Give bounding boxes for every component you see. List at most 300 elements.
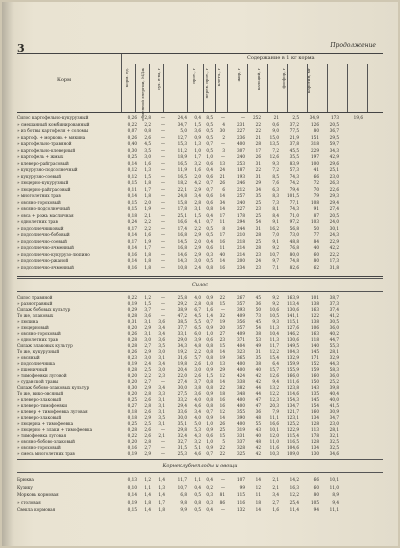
feed-name: » люцерно-райграсовый xyxy=(17,186,71,192)
table-row xyxy=(17,167,383,173)
cell-value: 145 xyxy=(311,349,319,354)
cell-value: 3,5 xyxy=(158,415,165,420)
cell-value: 244 xyxy=(237,225,245,231)
header-col-label: кальций, г xyxy=(256,68,261,91)
cell-value: 0,6 xyxy=(206,245,213,250)
cell-value: 11,3 xyxy=(269,337,279,342)
cell-value: 3,0 xyxy=(144,154,151,159)
cell-value: 40 xyxy=(255,367,261,372)
cell-value: 3 xyxy=(222,147,225,153)
cell-value: 80,0 xyxy=(289,251,299,257)
table-row xyxy=(17,232,383,238)
feed-name: » подсолнечника xyxy=(17,361,56,366)
cell-value: 29,2 xyxy=(177,301,187,306)
cell-value: 1,9 xyxy=(144,238,151,244)
feed-name: » из ботвы картофеля + соломы xyxy=(17,128,89,133)
feed-name: » кукурузно-подсолнечный xyxy=(17,167,78,172)
cell-value: — xyxy=(220,307,225,312)
divider xyxy=(17,472,383,473)
cell-value: 28 xyxy=(255,141,261,146)
cell-value: 34,7 xyxy=(177,121,187,127)
cell-value: 5 xyxy=(222,439,225,444)
cell-value: 83,9 xyxy=(289,160,299,166)
feed-name: Морковь кормовая xyxy=(17,492,59,497)
cell-value: 240 xyxy=(237,199,245,205)
cell-value: 0,19 xyxy=(127,301,137,306)
feed-name: » подсолнечниковый xyxy=(17,225,64,231)
cell-value: 11,1 xyxy=(269,415,279,420)
table-row xyxy=(17,154,383,160)
cell-value: 38 xyxy=(255,361,261,366)
cell-value: 2,6 xyxy=(144,134,151,140)
cell-value: 400 xyxy=(237,367,245,372)
cell-value: 0,16 xyxy=(127,264,137,270)
cell-value: 2,7 xyxy=(144,445,151,450)
cell-value: 50 xyxy=(313,225,319,231)
cell-value: 54 xyxy=(255,325,261,330)
cell-value: 0,26 xyxy=(127,331,137,336)
cell-value: 16,8 xyxy=(177,232,187,237)
cell-value: 14,2 xyxy=(289,477,299,482)
cell-value: 30,1 xyxy=(329,225,339,231)
header-col-label: прот., г xyxy=(191,68,196,84)
cell-value: 371 xyxy=(237,337,245,342)
cell-value: 132 xyxy=(237,507,245,512)
cell-value: 227 xyxy=(237,128,245,133)
feed-name: » овсяно-подсолнечный xyxy=(17,206,70,211)
cell-value: 0,5 xyxy=(194,492,201,497)
cell-value: 3,6 xyxy=(194,391,201,396)
cell-value: 393 xyxy=(237,307,245,312)
cell-value: 14 xyxy=(255,477,261,482)
cell-value: 44,3 xyxy=(329,361,339,366)
cell-value: 12 xyxy=(219,409,225,414)
cell-value: 12,7 xyxy=(177,134,187,140)
cell-value: 8,4 xyxy=(272,212,279,218)
feed-name: » клевер + тимофеевка луговая xyxy=(17,409,88,414)
cell-value: 134 xyxy=(311,445,319,450)
cell-value: 2,7 xyxy=(144,343,151,348)
cell-value: 48 xyxy=(255,439,261,444)
cell-value: 0,8 xyxy=(206,206,213,211)
cell-value: 3,9 xyxy=(194,337,201,342)
cell-value: 45 xyxy=(255,295,261,300)
cell-value: 246 xyxy=(237,180,245,185)
cell-value: 79,4 xyxy=(289,186,299,192)
cell-value: 178 xyxy=(311,433,319,438)
cell-value: 3,5 xyxy=(158,343,165,348)
feed-name: То же, вико-овсяный xyxy=(17,391,64,396)
cell-value: 0,16 xyxy=(127,251,137,257)
cell-value: 409 xyxy=(237,313,245,318)
cell-value: 16 xyxy=(219,238,225,244)
cell-value: 9,2 xyxy=(272,245,279,250)
page-number: 3 xyxy=(17,42,25,55)
cell-value: 80 xyxy=(313,258,319,263)
cell-value: 1,0 xyxy=(206,361,213,366)
cell-value: 0,22 xyxy=(127,433,137,438)
cell-value: 40 xyxy=(219,251,225,257)
cell-value: 2,3 xyxy=(158,373,165,378)
table-row xyxy=(17,265,383,271)
cell-value: 0,6 xyxy=(206,193,213,198)
table-row xyxy=(17,451,383,457)
cell-value: 3,4 xyxy=(194,409,201,414)
cell-value: 6,0 xyxy=(194,331,201,336)
cell-value: 50 xyxy=(255,307,261,312)
cell-value: 1,3 xyxy=(144,167,151,172)
feed-name: Силос травяной xyxy=(17,295,53,300)
cell-value: 47 xyxy=(255,403,261,408)
cell-value: 10,4 xyxy=(269,331,279,336)
cell-value: 0,18 xyxy=(127,212,137,218)
cell-value: 253 xyxy=(237,160,245,166)
cell-value: — xyxy=(160,445,165,450)
cell-value: 40,4 xyxy=(329,391,339,396)
cell-value: 18,9 xyxy=(177,154,187,159)
cell-value: 16,5 xyxy=(177,160,187,166)
feed-name: » овсяно-гороховый xyxy=(17,331,61,336)
cell-value: 338 xyxy=(237,379,245,384)
cell-value: 3,4 xyxy=(194,193,201,198)
cell-value: 0,4 xyxy=(206,238,213,244)
cell-value: 1,7 xyxy=(158,499,165,505)
cell-value: 32,4 xyxy=(177,433,187,438)
cell-value: 17 xyxy=(219,232,225,237)
cell-value: 42,2 xyxy=(329,245,339,250)
cell-value: 105 xyxy=(311,499,319,505)
cell-value: 21 xyxy=(273,115,279,120)
cell-value: 44 xyxy=(255,385,261,390)
cell-value: 86 xyxy=(219,499,225,505)
cell-value: 4,6 xyxy=(194,451,201,456)
cell-value: 2,6 xyxy=(144,433,151,438)
cell-value: 101 xyxy=(311,295,319,300)
cell-value: 0,5 xyxy=(206,134,213,140)
cell-value: 0,4 xyxy=(194,115,201,120)
cell-value: 17 xyxy=(219,212,225,218)
cell-value: 0,29 xyxy=(127,307,137,312)
cell-value: 14 xyxy=(219,258,225,263)
cell-value: — xyxy=(160,186,165,192)
cell-value: 257 xyxy=(237,193,245,198)
feed-name: Свекла кормовая xyxy=(17,507,56,512)
cell-value: 2,6 xyxy=(144,397,151,402)
cell-value: 0,19 xyxy=(127,499,137,505)
cell-value: 91 xyxy=(313,206,319,211)
cell-value: 357 xyxy=(237,325,245,330)
book-page xyxy=(2,2,398,546)
cell-value: 22,9 xyxy=(329,238,339,244)
feed-name: » разнотравный xyxy=(17,301,53,306)
table-row xyxy=(17,161,383,167)
table-row xyxy=(17,206,383,212)
cell-value: 25 xyxy=(219,427,225,432)
cell-value: 337 xyxy=(237,439,245,444)
cell-value: 104,3 xyxy=(287,349,299,354)
feed-name: » подсолнечно-соевый xyxy=(17,238,67,244)
feed-name: » клеверо-райграсовый xyxy=(17,160,69,166)
cell-value: 3,2 xyxy=(194,439,201,444)
cell-value: 79 xyxy=(313,193,319,198)
cell-value: 130,6 xyxy=(287,337,299,342)
cell-value: 15,0 xyxy=(269,134,279,140)
cell-value: 1,2 xyxy=(144,295,151,300)
cell-value: 0,7 xyxy=(206,219,213,224)
cell-value: 227 xyxy=(237,206,245,211)
cell-value: 130 xyxy=(311,451,319,456)
cell-value: — xyxy=(160,245,165,250)
cell-value: 25 xyxy=(255,199,261,205)
section-title-roots: Корнеклубнеплоды и овощи xyxy=(162,463,238,469)
feed-name: » столовая xyxy=(17,499,41,505)
cell-value: 0,8 xyxy=(206,355,213,360)
cell-value: 32 xyxy=(219,313,225,318)
cell-value: 0,9 xyxy=(194,134,201,140)
cell-value: 4,3 xyxy=(194,433,201,438)
cell-value: 10,6 xyxy=(269,307,279,312)
cell-value: — xyxy=(160,379,165,384)
cell-value: 2,0 xyxy=(194,238,201,244)
cell-value: 13 xyxy=(219,160,225,166)
cell-value: 123,8 xyxy=(287,385,299,390)
cell-value: — xyxy=(160,128,165,133)
cell-value: 0,8 xyxy=(144,128,151,133)
header-divider xyxy=(307,64,308,112)
cell-value: 14 xyxy=(219,349,225,354)
cell-value: 121,7 xyxy=(287,409,299,414)
cell-value: 15,3 xyxy=(177,141,187,146)
cell-value: 23 xyxy=(219,337,225,342)
cell-value: — xyxy=(160,141,165,146)
cell-value: 2,4 xyxy=(144,361,151,366)
cell-value: 13 xyxy=(219,361,225,366)
cell-value: 138 xyxy=(311,301,319,306)
cell-value: 4,2 xyxy=(194,180,201,185)
cell-value: 0,20 xyxy=(127,379,137,384)
cell-value: 0,8 xyxy=(206,343,213,348)
cell-value: 127,6 xyxy=(287,325,299,330)
cell-value: 1,1 xyxy=(144,484,151,490)
cell-value: 0,25 xyxy=(127,154,137,159)
cell-value: 11 xyxy=(219,245,225,250)
feed-name: » люцерно + злаки + тимофеевка xyxy=(17,427,93,432)
cell-value: 30,5 xyxy=(329,319,339,324)
cell-value: 138 xyxy=(311,319,319,324)
cell-value: 357 xyxy=(237,301,245,306)
cell-value: 29,6 xyxy=(329,160,339,166)
cell-value: 45 xyxy=(255,319,261,324)
cell-value: — xyxy=(160,134,165,140)
cell-value: 0,10 xyxy=(127,484,137,490)
cell-value: 1,8 xyxy=(144,499,151,505)
cell-value: — xyxy=(160,313,165,318)
feed-name: » картофельно-травяной xyxy=(17,141,72,146)
cell-value: 0,30 xyxy=(127,147,137,153)
cell-value: 24,0 xyxy=(329,219,339,224)
cell-value: 9,9 xyxy=(180,507,187,512)
cell-value: 36,7 xyxy=(329,128,339,133)
cell-value: 111,6 xyxy=(287,379,299,384)
cell-value: 2,8 xyxy=(194,199,201,205)
cell-value: 134,7 xyxy=(287,403,299,408)
feed-name: » подсолнечно-ячменный xyxy=(17,264,74,270)
cell-value: 24,4 xyxy=(177,115,187,120)
cell-value: 77,5 xyxy=(289,128,299,133)
cell-value: 1,0 xyxy=(206,331,213,336)
cell-value: — xyxy=(220,507,225,512)
cell-value: 32,5 xyxy=(329,445,339,450)
cell-value: 3,1 xyxy=(158,409,165,414)
cell-value: 0,12 xyxy=(127,173,137,179)
cell-value: 18 xyxy=(255,499,261,505)
cell-value: 9,0 xyxy=(272,128,279,133)
feed-name: » овсяно-гороховый xyxy=(17,445,61,450)
header-divider xyxy=(215,64,216,112)
cell-value: 3,1 xyxy=(144,319,151,324)
cell-value: 41 xyxy=(313,167,319,172)
feed-name: » подсолнечно-ржаной xyxy=(17,258,69,263)
feed-name: » однолетних трав xyxy=(17,337,58,342)
cell-value: 0,14 xyxy=(127,193,137,198)
cell-value: 0,9 xyxy=(206,325,213,330)
feed-name: » картофель + жмых xyxy=(17,154,64,159)
cell-value: 14 xyxy=(219,415,225,420)
cell-value: 27 xyxy=(219,331,225,336)
cell-value: 33,2 xyxy=(177,397,187,402)
cell-value: 16,6 xyxy=(269,421,279,426)
cell-value: 197 xyxy=(311,154,319,159)
cell-value: 1,3 xyxy=(194,141,201,146)
cell-value: 3,4 xyxy=(158,331,165,336)
table-row xyxy=(17,477,383,483)
header-group: Содержание в 1 кг корма xyxy=(247,55,315,61)
cell-value: 42 xyxy=(255,445,261,450)
header-col-label: клетч., г xyxy=(216,68,221,87)
cell-value: 14 xyxy=(255,507,261,512)
header-divider xyxy=(203,64,204,112)
cell-value: 34 xyxy=(219,199,225,205)
cell-value: 81 xyxy=(219,492,225,497)
cell-value: 36 xyxy=(255,301,261,306)
cell-value: 4,8 xyxy=(194,343,201,348)
cell-value: 60 xyxy=(313,484,319,490)
table-row xyxy=(17,148,383,154)
cell-value: — xyxy=(160,193,165,198)
cell-value: 8,1 xyxy=(272,206,279,211)
cell-value: 348 xyxy=(237,391,245,396)
cell-value: 3,1 xyxy=(158,355,165,360)
cell-value: 31,8 xyxy=(329,264,339,270)
cell-value: 1,5 xyxy=(206,373,213,378)
cell-value: 0,20 xyxy=(127,325,137,330)
cell-value: 28,1 xyxy=(329,427,339,432)
cell-value: 25,3 xyxy=(177,451,187,456)
feed-name: » многолетних трав xyxy=(17,193,61,198)
cell-value: 116,5 xyxy=(287,439,299,444)
cell-value: 6,3 xyxy=(272,186,279,192)
cell-value: 2,8 xyxy=(144,403,151,408)
cell-value: 4,1 xyxy=(194,219,201,224)
header-col-label: обменной энергии, МДж xyxy=(140,68,145,121)
cell-value: 12 xyxy=(255,484,261,490)
feed-name: » суданской травы xyxy=(17,379,59,384)
cell-value: 0,5 xyxy=(194,507,201,512)
cell-value: 0,8 xyxy=(206,264,213,270)
cell-value: 9,8 xyxy=(180,499,187,505)
cell-value: 1,8 xyxy=(144,251,151,257)
cell-value: 115,4 xyxy=(287,433,299,438)
cell-value: 17,4 xyxy=(177,225,187,231)
cell-value: 17,8 xyxy=(177,206,187,211)
cell-value: 62 xyxy=(313,264,319,270)
cell-value: 0,23 xyxy=(127,355,137,360)
cell-value: 39,8 xyxy=(329,385,339,390)
table-row xyxy=(17,219,383,225)
cell-value: 11,1 xyxy=(329,507,339,512)
cell-value: 0,19 xyxy=(127,451,137,456)
cell-value: 0,14 xyxy=(127,258,137,263)
header-col-label: каротин, мг xyxy=(306,68,311,94)
cell-value: 151 xyxy=(311,134,319,140)
cell-value: 1,4 xyxy=(158,492,165,497)
cell-value: 0,9 xyxy=(206,445,213,450)
cell-value: 0,3 xyxy=(206,492,213,497)
cell-value: 1,3 xyxy=(158,484,165,490)
cell-value: 1,8 xyxy=(144,180,151,185)
cell-value: 11,0 xyxy=(269,439,279,444)
header-divider xyxy=(247,64,248,112)
cell-value: 10,7 xyxy=(269,251,279,257)
cell-value: 6 xyxy=(222,186,225,192)
cell-value: 0,5 xyxy=(206,232,213,237)
cell-value: 8,9 xyxy=(332,492,339,497)
cell-value: 108 xyxy=(311,199,319,205)
cell-value: 234 xyxy=(237,264,245,270)
cell-value: 2,9 xyxy=(144,451,151,456)
cell-value: 22 xyxy=(219,451,225,456)
feed-name: » подсолнечно-кукурузо-люпино xyxy=(17,251,90,257)
cell-value: 0,5 xyxy=(206,225,213,231)
cell-value: 0,15 xyxy=(127,199,137,205)
cell-value: 31 xyxy=(255,225,261,231)
cell-value: 26 xyxy=(219,421,225,426)
cell-value: 42 xyxy=(255,379,261,384)
cell-value: 20 xyxy=(219,325,225,330)
feed-name: » люцерновый xyxy=(17,325,49,330)
cell-value: 4,0 xyxy=(194,295,201,300)
cell-value: 0,13 xyxy=(127,477,137,482)
cell-value: 3,2 xyxy=(194,160,201,166)
cell-value: 0,8 xyxy=(206,379,213,384)
cell-value: 23 xyxy=(255,206,261,211)
cell-value: 54 xyxy=(255,219,261,224)
cell-value: 400 xyxy=(237,397,245,402)
cell-value: 22 xyxy=(219,385,225,390)
cell-value: 22 xyxy=(219,295,225,300)
cell-value: 0,4 xyxy=(206,212,213,218)
header-col-label: жир, г xyxy=(236,68,241,82)
cell-value: 2,9 xyxy=(194,186,201,192)
cell-value: 390 xyxy=(237,415,245,420)
cell-value: 356 xyxy=(237,319,245,324)
feed-name: » тимофеевка луговая xyxy=(17,433,67,438)
cell-value: — xyxy=(160,439,165,444)
cell-value: 7,6 xyxy=(272,180,279,185)
cell-value: 29,4 xyxy=(177,403,187,408)
cell-value: 212 xyxy=(237,186,245,192)
header-divider xyxy=(149,64,150,112)
